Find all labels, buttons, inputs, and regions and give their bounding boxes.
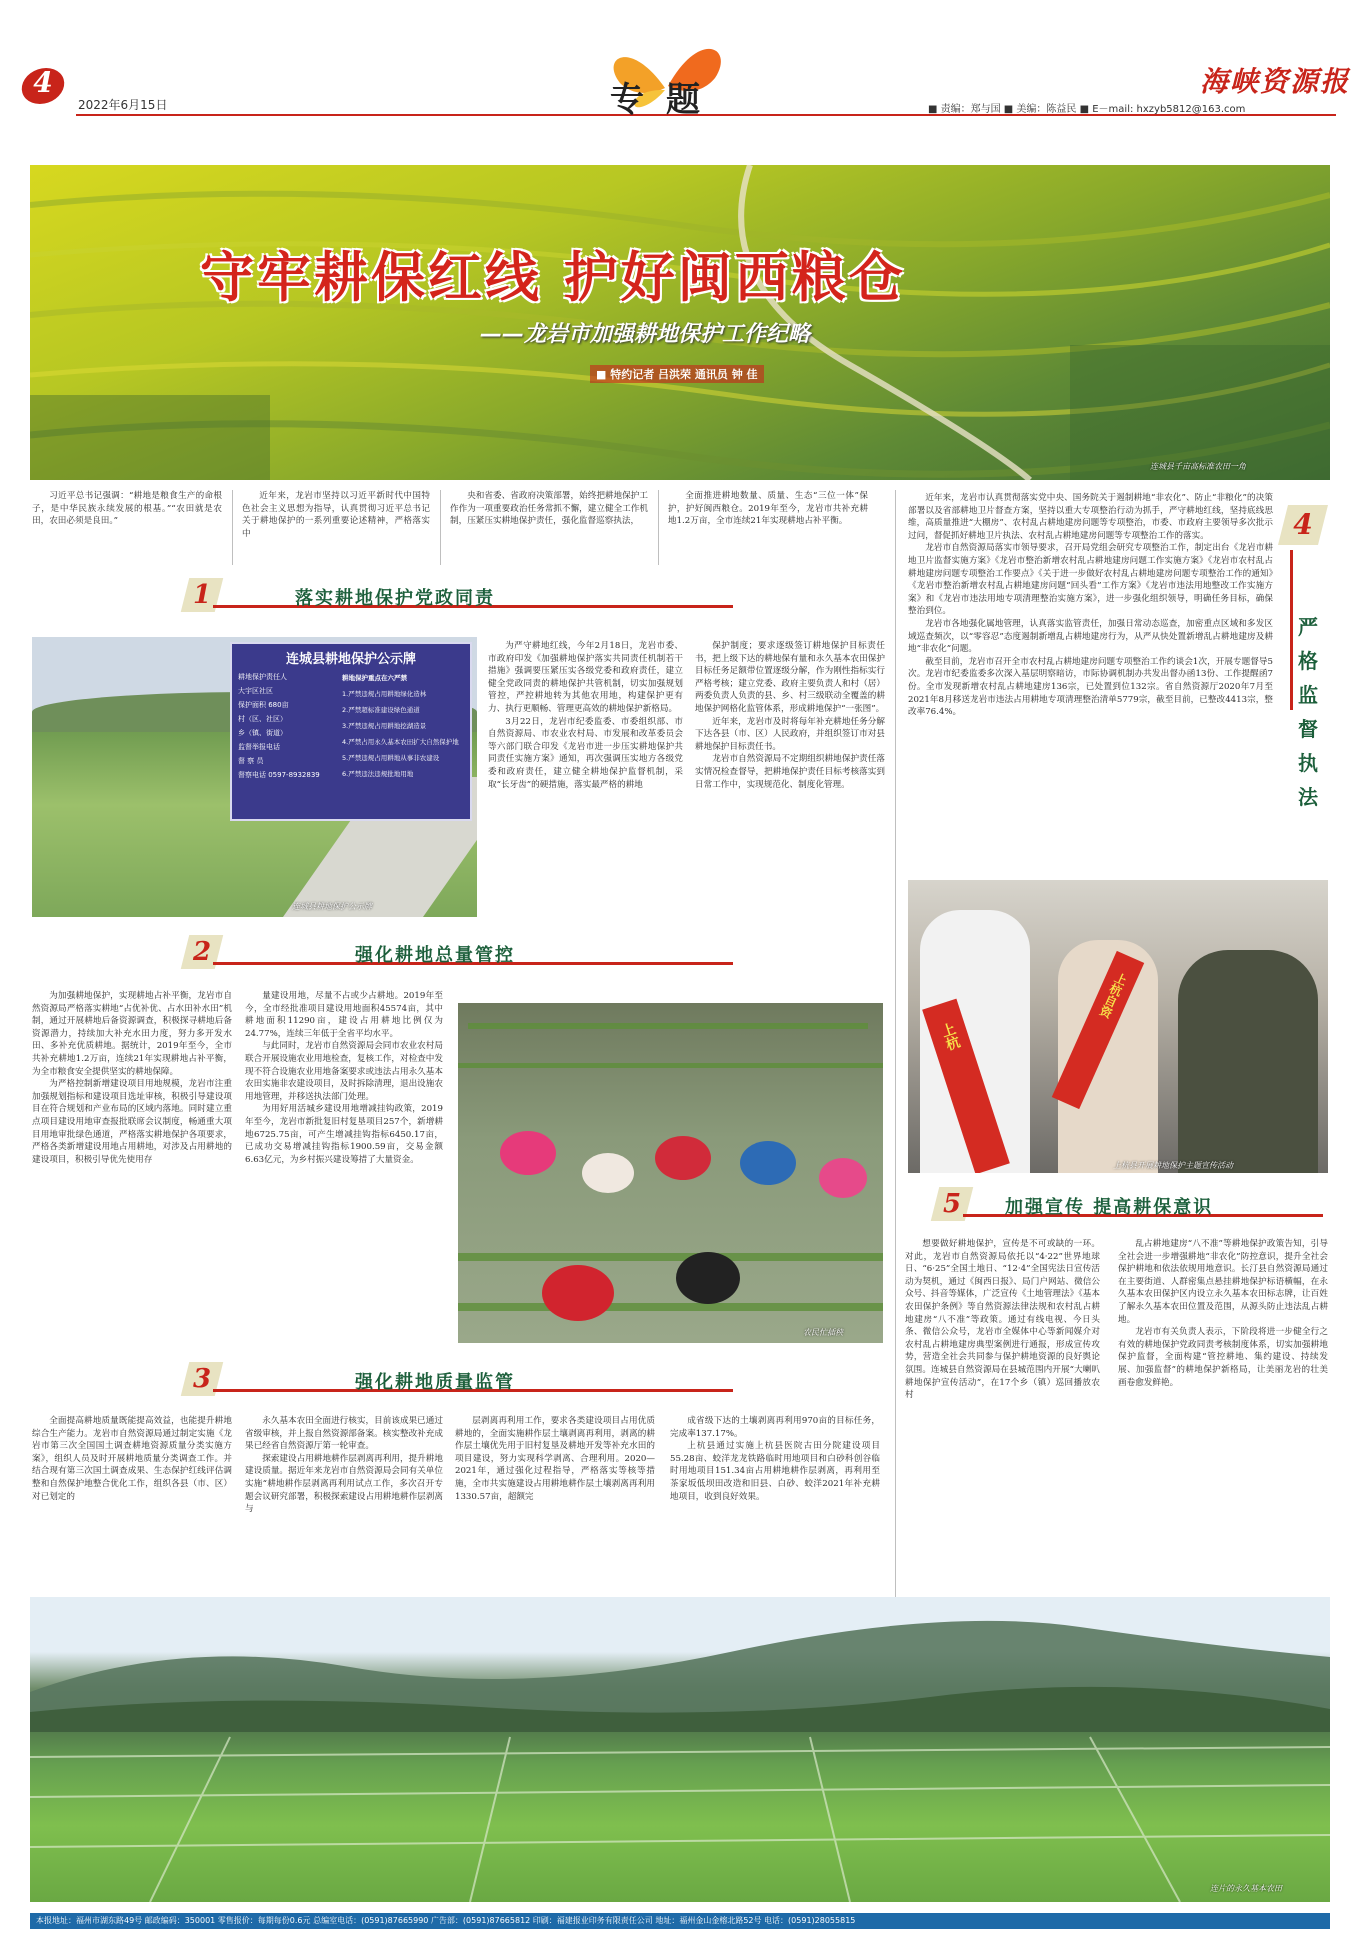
footer-text: 本报地址：福州市湖东路49号 邮政编码：350001 零售报价：每期每份0.6元 总编室电话：(0591)87665990 广告部：(0591)87665812 印刷：福建报业印务有限责任公司 地址：福州金山金榕北路52号 电话：(0591)28055815 [36,1916,856,1925]
sec1-col-1: 为严守耕地红线，今年2月18日，龙岩市委、市政府印发《加强耕地保护落实共同责任机制若干措施》强调要压紧压实各级党委和政府责任，建立健全党政同责的耕地保护共管机制，切实加强规划管控，严控耕地转为其他农用地，构建保护更有力、执行更顺畅、管理更高效的耕地保护新格局。 3月22日，龙岩市纪委监委、市委组织部、市自然资源局、市农业农村局、市发展和改革委员会等六部门联合印发《龙岩市进一步压实耕地保护共同责任实施方案》通知，再次强调压实地方各级党委和政府责任，建立健全耕地保护监督机制，采取“长牙齿”的硬措施，落实最严格的耕地 [488,641,683,790]
intro-col-3: 央和省委、省政府决策部署，始终把耕地保护工作作为一项重要政治任务常抓不懈，建立健全工作机制，压紧压实耕地保护责任，强化监督巡察执法， [450,491,648,527]
section-4-vertical-rule [1290,550,1293,710]
section-label: 专题 [610,80,722,120]
sec3-col-4: 成省级下达的土壤剥离再利用970亩的目标任务，完成率137.17%。 上杭县通过实施上杭县医院古田分院建设项目55.28亩、蛟洋龙龙铁路临时用地项目和白砂科创谷临时用地项目151.34亩占用耕地耕作层剥离，再利用至茶家坂低坝田改造和旧县、白砂、蛟洋2021年补充耕地项目，收到良好效果。 [670,1416,880,1502]
section-3-title: 强化耕地质量监管 [355,1372,515,1393]
sign-right-list: 耕地保护重点在六严禁 1.严禁违规占用耕地绿化造林 2.严禁超标准建设绿色通道 3.严禁违规占用耕地挖湖造景 4.严禁占用永久基本农田扩大自然保护地 5.严禁违规占用耕地从事非农建设 6.严禁违法违规批地用地 [342,674,459,778]
sec3-col-2: 永久基本农田全面进行核实，目前该成果已通过省级审核，并上报自然资源部备案。核实整改补充成果已经省自然资源厅第一轮审查。 探索建设占用耕地耕作层剥离再利用，提升耕地建设质量。据近年来龙岩市自然资源局会同有关单位实施“耕地耕作层剥离再利用试点工作，多次召开专题会议研究部署，积极探索建设占用耕地耕作层剥离与 [245,1416,443,1515]
sec4-col: 近年来，龙岩市认真贯彻落实党中央、国务院关于遏制耕地“非农化”、防止“非粮化”的决策部署以及省部耕地卫片督查方案，坚持以重大专项整治行动为抓手，严守耕地红线，坚持底线思维，高质量推进“大棚房”、农村乱占耕地建房问题等专项整治，市委、市政府主要领导多次批示过问，督促抓好耕地卫片执法、农村乱占耕地建房问题等专项整治工作的落实。 龙岩市自然资源局落实市领导要求，召开局党组会研究专项整治工作，制定出台《龙岩市耕地卫片监督实施方案》《龙岩市整治新增农村乱占耕地建房问题工作实施方案》《龙岩市农村乱占耕地建房问题专项整治工作要点》《关于进一步做好农村乱占耕地建房问题专项整治工作的通知》《龙岩市整治新增农村乱占耕地建房问题“回头看”工作方案》《龙岩市违法用地整改工作实施方案》和《龙岩市违法用地专项清理整治实施方案》，进一步强化组织领导，明确任务目标，确保整治到位。 龙岩市各地强化属地管理，认真落实监管责任，加强日常动态巡查，加密重点区域和多发区域巡查频次，以“零容忍”态度遏制新增乱占耕地建房行为，从严从快处置新增乱占耕地建房及耕地“非农化”问题。 截至目前，龙岩市召开全市农村乱占耕地建房问题专项整治工作约谈会1次，开展专题督导5次。龙岩市纪委监委多次深入基层明察暗访，市际协调机制办共发出督办函13份、工作提醒函7份。全市发现新增农村乱占耕地建房136宗，已处置到位132宗。省自然资源厅2020年7月至2021年8月移送龙岩市违法占用耕地专项清理整治清单5779宗，截至目前，已整改4413宗，整改率76.4%。 [908,493,1273,718]
sign-title: 连城县耕地保护公示牌 [285,652,416,667]
publicity-photo-caption: 上杭县开展耕地保护主题宣传活动 [1113,1161,1233,1170]
planting-photo [458,1003,883,1343]
sec2-col-2: 量建设用地，尽量不占或少占耕地。2019年至今，全市经批准项目建设用地面积45574亩，其中耕地面积11290亩，建设占用耕地比例仅为24.77%，连续三年低于全省平均水平。 与此同时，龙岩市自然资源局会同市农业农村局联合开展设施农业用地检查，复核工作，对检查中发现不符合设施农业用地备案要求或违法占用永久基本农田实施非农建设项目，及时拆除清理，退出设施农用地管理，并移送执法部门处理。 为用好用活城乡建设用地增减挂钩政策，2019年至今，龙岩市新批复旧村复垦项目257个，新增耕地6725.75亩，可产生增减挂钩指标6450.17亩，已成功交易增减挂钩指标1900.59亩，交易金额6.63亿元，为乡村振兴建设筹措了大量资金。 [245,991,443,1165]
intro-col-1: 习近平总书记强调：“耕地是粮食生产的命根子，是中华民族永续发展的根基。”“农田就是农田，农田必须是良田。” [32,491,222,527]
sec3-col-3: 层剥离再利用工作，要求各类建设项目占用优质耕地的，全面实施耕作层土壤剥离再利用，剥离的耕作层土壤优先用于旧村复垦及耕地开发等补充水田的项目建设，努力实现科学剥离、合理利用。2020—2021年，通过强化过程指导，严格落实等核等措施，全市共实施建设占用耕地耕作层土壤剥离再利用1330.57亩，超额完 [455,1416,655,1502]
header-date: 2022年6月15日 [78,98,168,112]
section-1-heading [185,578,745,614]
sec5-col-1: 想要做好耕地保护，宣传是不可或缺的一环。对此，龙岩市自然资源局依托以“4·22”世界地球日、“6·25”全国土地日、“12·4”全国宪法日宣传活动为契机，通过《闽西日报》、局门户网站、微信公众号、抖音等媒体，广泛宣传《土地管理法》《基本农田保护条例》等自然资源法律法规和农村乱占耕地建房“八不准”等政策。通过有线电视、今日头条、微信公众号，龙岩市全媒体中心等新闻媒介对农村乱占耕地建房典型案例进行通报，形成宣传攻势，营造全社会共同参与保护耕地资源的良好舆论氛围。连城县自然资源局在县城范围内开展“大喇叭耕地保护宣传活动”，在17个乡（镇）巡回播放农村 [905,1239,1100,1401]
bottom-photo-caption: 连片的永久基本农田 [1210,1884,1282,1893]
hills-and-fields-illustration [30,1597,1330,1902]
person-right [1178,950,1318,1173]
section-3-heading [185,1362,745,1398]
section-2-number: 2 [181,935,223,969]
hero-caption: 连城县千亩高标准农田一角 [1150,462,1246,471]
bottom-fields-photo [30,1597,1330,1902]
editors-line: ■ 责编：郑与国 ■ 美编：陈益民 ■ E－mail: hxzyb5812@163.com [928,104,1246,115]
sec2-col-1: 为加强耕地保护，实现耕地占补平衡，龙岩市自然资源局严格落实耕地“占优补优、占水田补水田”机制，通过开展耕地后备资源调查，积极探寻耕地后备资源潜力，持续加大补充水田力度，努力多开发水田、多补充优质耕地。据统计，2019年至今，全市共补充耕地1.2万亩，连续21年实现耕地占补平衡，为全市粮食安全提供坚实的耕地保障。 为严格控制新增建设项目用地规模，龙岩市注重加强规划指标和建设项目选址审核，积极引导建设项目在符合规划和产业布局的区域内落地。同时建立重点项目建设用地审查报批联席会议制度，畅通重大项目用地审批绿色通道，严格落实耕地保护各项要求，严格各类新增建设用地占用耕地，对涉及占用耕地的建设项目，积极引导优先使用存 [32,991,232,1165]
section-4-badge: 4 [1278,505,1328,545]
page-header [0,0,1361,125]
sign-photo-caption: 连城县耕地保护公示牌 [292,902,372,911]
publicity-photo [908,880,1328,1173]
section-2-title: 强化耕地总量管控 [355,945,515,966]
masthead: 海峡资源报 [1200,65,1351,98]
sign-board [230,642,472,821]
col-divider [658,490,659,565]
sign-left-list: 耕地保护责任人 大宇区社区 保护面积 680亩 村（区、社区） 乡（镇、街道） 监督举报电话 督 察 员 督察电话 0597-8932839 [238,673,320,779]
intro-col-2: 近年来，龙岩市坚持以习近平新时代中国特色社会主义思想为指导，认真贯彻习近平总书记关于耕地保护的一系列重要论述精神，严格落实中 [242,491,430,539]
footer-bar [30,1913,1330,1929]
col-divider [232,490,233,565]
hero-subtitle: ——龙岩市加强耕地保护工作纪略 [480,322,811,347]
sec3-col-1: 全面提高耕地质量既能提高效益，也能提升耕地综合生产能力。龙岩市自然资源局通过制定实施《龙岩市第三次全国国土调查耕地资源质量分类实施方案》，组织人员及时开展耕地质量分类调查工作。并结合现有第三次国土调查成果、生态保护红线评估调整和自然保护地整合优化工作，组织各县（市、区）对已划定的 [32,1416,232,1502]
sec5-col-2: 乱占耕地建房“八不准”等耕地保护政策告知，引导全社会进一步增强耕地“非农化”防控意识，提升全社会保护耕地和依法依规用地意识。长汀县自然资源局通过在主要街道、人群密集点悬挂耕地保护标语横幅，在永久基本农田保护区内设立永久基本农田标志牌，让百姓了解永久基本农田位置及范围，从源头防止违法乱占耕地。 龙岩市有关负责人表示，下阶段将进一步健全行之有效的耕地保护党政同责考核制度体系，切实加强耕地保护监督，全面构建“管控耕地、集约建设、持续发展、加强监督”的耕地保护新格局，让美丽龙岩的壮美画卷愈发鲜艳。 [1118,1239,1328,1388]
sash-left: 上杭 [922,999,1010,1173]
sign-photo [32,637,477,917]
section-3-number: 3 [181,1362,223,1396]
farmers-planting-illustration [458,1003,883,1343]
page-number: 4 [33,66,53,99]
sash-center: 上杭自资 [1052,951,1144,1109]
section-5-heading [935,1187,1325,1223]
intro-col-4: 全面推进耕地数量、质量、生态“三位一体”保护，护好闽西粮仓。2019年至今，龙岩市共补充耕地1.2万亩，全市连续21年实现耕地占补平衡。 [668,491,868,527]
section-2-heading [185,935,745,971]
section-4-title: 严格监督执法 [1298,615,1318,809]
sec1-col-2: 保护制度；要求逐级签订耕地保护目标责任书，把上级下达的耕地保有量和永久基本农田保护目标任务足额带位置逐级分解，作为刚性指标实行严格考核；建立党委、政府主要负责人和村（居）两委负责人负责的县、乡、村三级联动全覆盖的耕地保护网格化监管体系，形成耕地保护“一张图”。 近年来，龙岩市及时将每年补充耕地任务分解下达各县（市、区）人民政府，并组织签订市对县耕地保护目标责任书。 龙岩市自然资源局不定期组织耕地保护责任落实情况检查督导，把耕地保护责任目标考核落实到日常工作中，实现规范化、制度化管理。 [695,641,885,790]
planting-photo-caption: 农民忙插秧 [803,1328,843,1337]
section-5-number: 5 [931,1187,973,1221]
col-divider [895,490,896,1760]
col-divider [440,490,441,565]
hero-title: 守牢耕保红线 护好闽西粮仓 [200,246,906,309]
section-1-title: 落实耕地保护党政同责 [295,588,495,609]
section-1-number: 1 [181,578,223,612]
hero-banner [30,165,1330,480]
hero-byline: ■ 特约记者 吕洪荣 通讯员 钟 佳 [590,365,764,383]
section-5-title: 加强宣传 提高耕保意识 [1005,1197,1214,1218]
